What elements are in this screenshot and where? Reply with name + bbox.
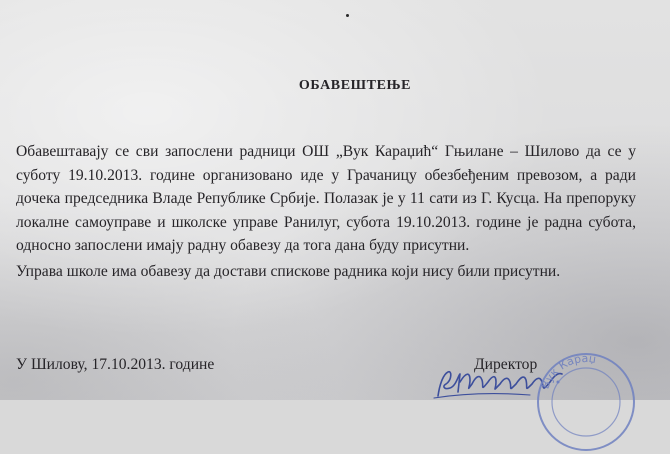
signatory-title: Директор	[474, 356, 538, 373]
stamp-text: Вук Караџ	[538, 351, 597, 391]
notice-paragraph-2: Управа школе има обавезу да достави спискове радника који нису били присутни.	[16, 263, 561, 280]
document-title: ОБАВЕШТЕЊЕ	[298, 78, 412, 93]
notice-paragraph-1: Обавештавају се сви запослени радници ОШ „Вук Караџић“ Гњилане – Шилово да се у суботу 19.10.2013. године организовано иде у Грачаницу обезбеђеним превозом, а ради дочека председника Владе Републике Србије. Полазак је у 11 сати из Г. Кусца. На препоруку локалне самоуправе и школске управе Ранилуг, субота 19.10.2013. године је радна субота, односно запослени имају радну обавезу да тога дана буду присутни.	[16, 143, 636, 254]
place-and-date: У Шилову, 17.10.2013. године	[16, 356, 215, 373]
speck-mark	[346, 14, 349, 17]
school-stamp	[528, 344, 638, 454]
